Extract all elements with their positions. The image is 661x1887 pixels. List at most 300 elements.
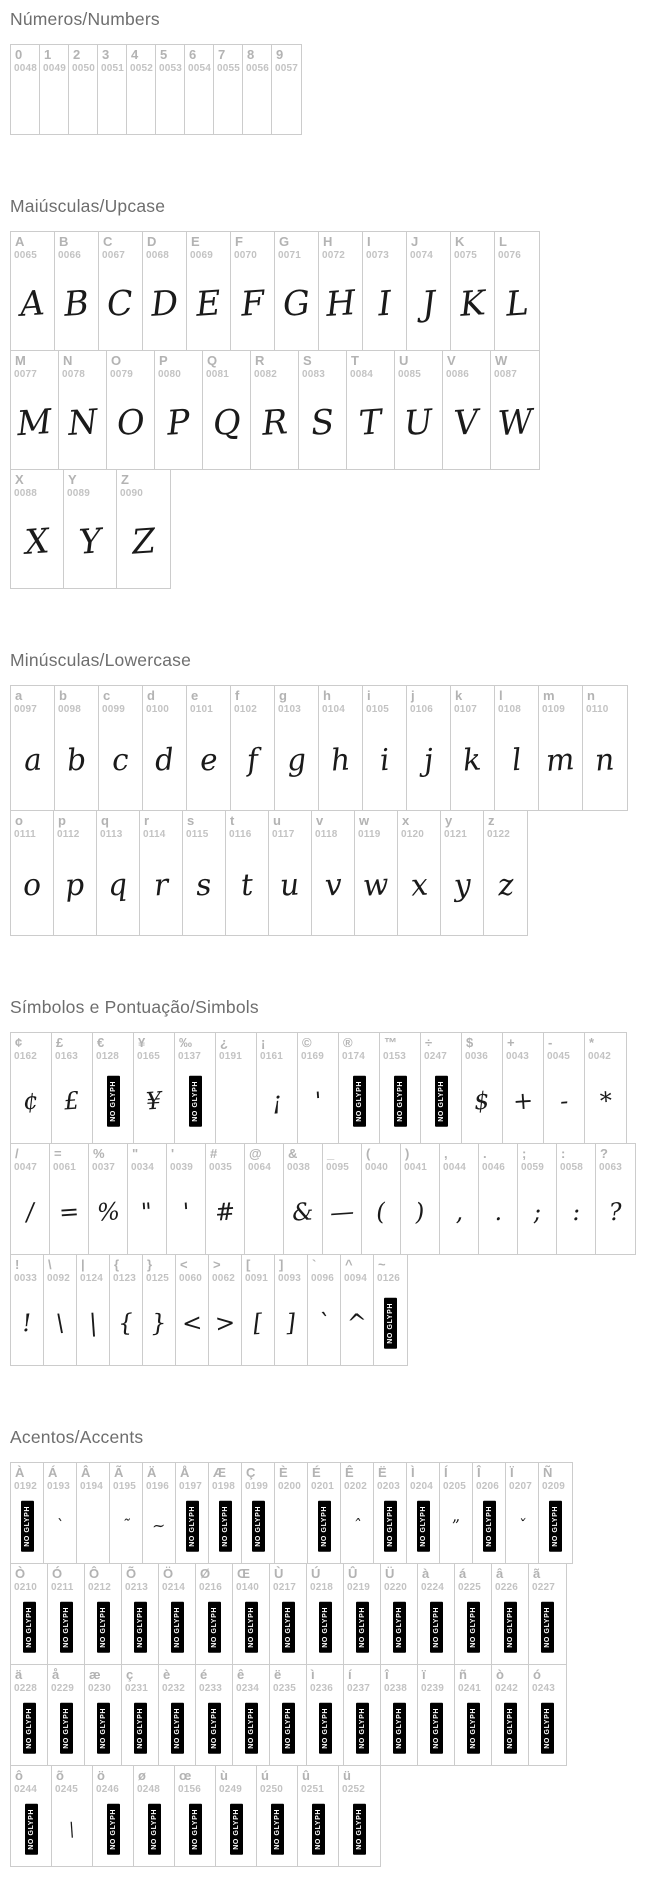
- char-code: 0251: [301, 1784, 325, 1795]
- no-glyph-badge: NO GLYPH: [282, 1602, 295, 1653]
- glyph-preview-box: [440, 1174, 478, 1250]
- char-label: a: [15, 688, 23, 703]
- glyph-cell-0216: [196, 1564, 233, 1664]
- char-label: o: [15, 813, 23, 828]
- glyph-preview-box: [44, 1493, 76, 1559]
- char-label: 9: [276, 47, 284, 62]
- char-code: 0227: [532, 1582, 556, 1593]
- glyph-preview: L: [504, 283, 530, 325]
- glyph-preview-box: [374, 1493, 406, 1559]
- char-code: 0225: [458, 1582, 482, 1593]
- glyph-cell-0197: [176, 1463, 209, 1563]
- char-code: 0044: [443, 1162, 467, 1173]
- no-glyph-badge: NO GLYPH: [504, 1703, 517, 1754]
- glyph-cell-0203: [374, 1463, 407, 1563]
- glyph-preview: ¢: [22, 1086, 40, 1116]
- glyph-preview-box: [209, 1493, 241, 1559]
- glyph-preview-box: [156, 75, 184, 130]
- char-code: 0199: [245, 1481, 269, 1492]
- glyph-preview: R: [260, 402, 289, 444]
- glyph-preview: X: [23, 521, 51, 563]
- no-glyph-badge: NO GLYPH: [60, 1602, 73, 1653]
- glyph-preview-box: [344, 1594, 380, 1660]
- char-code: 0174: [342, 1051, 366, 1062]
- glyph-preview: u: [279, 867, 301, 904]
- glyph-preview-box: [479, 1174, 517, 1250]
- glyph-preview-box: [529, 1594, 566, 1660]
- char-label: F: [235, 234, 243, 249]
- glyph-preview-box: [231, 262, 274, 346]
- glyph-preview-box: [206, 1174, 244, 1250]
- char-label: Ô: [89, 1566, 100, 1581]
- glyph-cell-0046: [479, 1144, 518, 1254]
- glyph-cell-0098: [55, 686, 99, 810]
- glyph-preview-box: [518, 1174, 556, 1250]
- char-label: ö: [97, 1768, 105, 1783]
- glyph-preview-box: [40, 75, 68, 130]
- char-code: 0207: [509, 1481, 533, 1492]
- glyph-cell-0211: [48, 1564, 85, 1664]
- char-code: 0064: [248, 1162, 272, 1173]
- glyph-cell-0076: [495, 232, 539, 350]
- char-code: 0070: [234, 250, 258, 261]
- char-label: g: [279, 688, 287, 703]
- no-glyph-badge: NO GLYPH: [417, 1501, 430, 1552]
- glyph-cell-0104: [319, 686, 363, 810]
- char-label: [: [246, 1257, 251, 1272]
- glyph-cell-0063: [596, 1144, 635, 1254]
- glyph-cell-0237: [344, 1665, 381, 1765]
- char-label: ¿: [220, 1035, 228, 1050]
- glyph-row: [10, 1032, 627, 1144]
- glyph-preview: w: [361, 867, 390, 904]
- char-label: æ: [89, 1667, 101, 1682]
- char-code: 0126: [377, 1273, 401, 1284]
- char-label: {: [114, 1257, 120, 1272]
- glyph-preview-box: [242, 1285, 274, 1361]
- glyph-cell-0226: [492, 1564, 529, 1664]
- glyph-cell-0088: [11, 470, 64, 588]
- glyph-preview-box: [539, 1493, 572, 1559]
- glyph-preview-box: [418, 1594, 454, 1660]
- char-label: ø: [138, 1768, 146, 1783]
- glyph-preview-box: [380, 1063, 420, 1139]
- glyph-preview-box: [185, 75, 213, 130]
- char-code: 0087: [494, 369, 518, 380]
- char-code: 0119: [358, 829, 381, 840]
- glyph-preview-box: [492, 1594, 528, 1660]
- glyph-cell-0100: [143, 686, 187, 810]
- no-glyph-badge: NO GLYPH: [483, 1501, 496, 1552]
- char-code: 0079: [110, 369, 134, 380]
- char-code: 0140: [236, 1582, 260, 1593]
- glyph-preview: !: [21, 1308, 33, 1338]
- char-label: ‰: [179, 1035, 192, 1050]
- char-code: 0055: [217, 63, 241, 74]
- char-label: #: [210, 1146, 218, 1161]
- glyph-preview-box: [473, 1493, 505, 1559]
- glyph-cell-0165: [134, 1033, 175, 1143]
- char-code: 0076: [498, 250, 522, 261]
- glyph-preview-box: [176, 1285, 208, 1361]
- char-code: 0091: [245, 1273, 269, 1284]
- glyph-preview-box: [48, 1594, 84, 1660]
- char-code: 0056: [246, 63, 270, 74]
- glyph-preview-box: [216, 1796, 256, 1862]
- glyph-preview-box: [557, 1174, 595, 1250]
- char-code: 0102: [234, 704, 258, 715]
- glyph-preview-box: [284, 1174, 322, 1250]
- char-label: ^: [345, 1257, 353, 1272]
- char-code: 0059: [521, 1162, 545, 1173]
- no-glyph-badge: NO GLYPH: [549, 1501, 562, 1552]
- glyph-preview-box: [99, 262, 142, 346]
- char-label: n: [587, 688, 595, 703]
- glyph-preview: N: [66, 402, 99, 444]
- glyph-preview: T: [357, 402, 384, 444]
- glyph-cell-0087: [491, 351, 539, 469]
- char-code: 0108: [498, 704, 522, 715]
- glyph-preview-box: [89, 1174, 127, 1250]
- char-code: 0218: [310, 1582, 334, 1593]
- glyph-preview: t: [239, 867, 255, 904]
- glyph-preview-box: [506, 1493, 538, 1559]
- glyph-preview-box: [77, 1285, 109, 1361]
- glyph-preview-box: [245, 1174, 283, 1250]
- glyph-preview-box: [539, 716, 582, 806]
- char-code: 0040: [365, 1162, 389, 1173]
- no-glyph-badge: NO GLYPH: [394, 1076, 407, 1127]
- glyph-preview-box: [307, 1594, 343, 1660]
- glyph-preview-box: [122, 1594, 158, 1660]
- no-glyph-badge: NO GLYPH: [189, 1076, 202, 1127]
- glyph-preview-box: [93, 1796, 133, 1862]
- char-code: 0122: [487, 829, 511, 840]
- char-code: 0153: [383, 1051, 407, 1062]
- glyph-row: [10, 44, 302, 135]
- glyph-preview: y: [452, 867, 472, 904]
- no-glyph-badge: NO GLYPH: [430, 1703, 443, 1754]
- no-glyph-badge: NO GLYPH: [171, 1602, 184, 1653]
- glyph-preview-box: [140, 841, 182, 931]
- char-code: 0107: [454, 704, 478, 715]
- char-label: O: [111, 353, 122, 368]
- glyph-cell-0200: [275, 1463, 308, 1563]
- glyph-preview-box: [11, 262, 54, 346]
- glyph-cell-0072: [319, 232, 363, 350]
- char-label: r: [144, 813, 150, 828]
- glyph-cell-0246: [93, 1766, 134, 1866]
- glyph-cell-0080: [155, 351, 203, 469]
- glyph-cell-0106: [407, 686, 451, 810]
- glyph-preview: P: [165, 402, 192, 444]
- char-code: 0224: [421, 1582, 445, 1593]
- glyph-preview: S: [309, 402, 336, 444]
- glyph-preview-box: [167, 1174, 205, 1250]
- section-title-uppercase: Maiúsculas/Upcase: [10, 196, 166, 216]
- glyph-preview: ): [414, 1197, 426, 1227]
- glyph-cell-0220: [381, 1564, 418, 1664]
- glyph-cell-0199: [242, 1463, 275, 1563]
- char-label: ¢: [15, 1035, 23, 1050]
- char-code: 0247: [424, 1051, 448, 1062]
- char-code: 0124: [80, 1273, 104, 1284]
- char-label: R: [255, 353, 265, 368]
- glyph-cell-0066: [55, 232, 99, 350]
- char-code: 0200: [278, 1481, 302, 1492]
- char-label: £: [56, 1035, 64, 1050]
- glyph-preview-box: [308, 1285, 340, 1361]
- glyph-preview-box: [257, 1063, 297, 1139]
- glyph-cell-0214: [159, 1564, 196, 1664]
- glyph-preview-box: [143, 716, 186, 806]
- char-code: 0246: [96, 1784, 120, 1795]
- no-glyph-badge: NO GLYPH: [318, 1501, 331, 1552]
- char-code: 0211: [51, 1582, 74, 1593]
- glyph-cell-0124: [77, 1255, 110, 1365]
- glyph-cell-0102: [231, 686, 275, 810]
- glyph-preview: \: [54, 1308, 66, 1338]
- section-accents: [10, 1426, 661, 1867]
- char-label: 6: [189, 47, 197, 62]
- no-glyph-badge: NO GLYPH: [541, 1703, 554, 1754]
- glyph-cell-0123: [110, 1255, 143, 1365]
- char-label: j: [411, 688, 415, 703]
- char-label: è: [163, 1667, 171, 1682]
- glyph-preview: }: [150, 1308, 168, 1338]
- glyph-preview-box: [495, 262, 539, 346]
- char-label: L: [499, 234, 507, 249]
- no-glyph-badge: NO GLYPH: [208, 1602, 221, 1653]
- glyph-preview-box: [270, 1695, 306, 1761]
- glyph-preview-box: [451, 716, 494, 806]
- char-label: Ù: [274, 1566, 284, 1581]
- char-label: Ú: [311, 1566, 321, 1581]
- glyph-cell-0115: [183, 811, 226, 935]
- char-code: 0057: [275, 63, 299, 74]
- glyph-cell-0249: [216, 1766, 257, 1866]
- char-code: 0082: [254, 369, 278, 380]
- glyph-preview: B: [62, 283, 91, 325]
- glyph-preview-box: [455, 1695, 491, 1761]
- glyph-cell-0103: [275, 686, 319, 810]
- glyph-cell-0033: [11, 1255, 44, 1365]
- glyph-cell-0192: [11, 1463, 44, 1563]
- glyph-preview: i: [378, 742, 391, 779]
- glyph-preview-box: [401, 1174, 439, 1250]
- glyph-preview: $: [473, 1086, 491, 1116]
- glyph-preview-box: [484, 841, 527, 931]
- char-label: ô: [15, 1768, 23, 1783]
- char-code: 0074: [410, 250, 434, 261]
- no-glyph-badge: NO GLYPH: [208, 1703, 221, 1754]
- glyph-cell-0137: [175, 1033, 216, 1143]
- glyph-row: [10, 231, 540, 351]
- char-code: 0137: [178, 1051, 202, 1062]
- no-glyph-badge: NO GLYPH: [319, 1703, 332, 1754]
- glyph-preview: c: [110, 742, 131, 779]
- char-label: f: [235, 688, 240, 703]
- glyph-preview: o: [21, 867, 43, 904]
- char-label: À: [15, 1465, 25, 1480]
- glyph-cell-0077: [11, 351, 59, 469]
- char-code: 0098: [58, 704, 82, 715]
- glyph-preview-box: [363, 716, 406, 806]
- char-code: 0095: [326, 1162, 350, 1173]
- glyph-preview-box: [275, 716, 318, 806]
- glyph-preview-box: [11, 75, 39, 130]
- glyph-preview: -: [558, 1086, 570, 1116]
- glyph-preview: H: [324, 283, 357, 325]
- glyph-preview-box: [407, 1493, 439, 1559]
- char-label: Ñ: [543, 1465, 553, 1480]
- glyph-preview: J: [420, 283, 437, 325]
- glyph-cell-0236: [307, 1665, 344, 1765]
- char-label: ë: [274, 1667, 282, 1682]
- char-code: 0052: [130, 63, 154, 74]
- glyph-preview-box: [77, 1493, 109, 1559]
- char-code: 0065: [14, 250, 38, 261]
- glyph-cell-0210: [11, 1564, 48, 1664]
- char-code: 0161: [260, 1051, 284, 1062]
- glyph-cell-0224: [418, 1564, 455, 1664]
- char-code: 0037: [92, 1162, 116, 1173]
- glyph-preview-box: [143, 1285, 175, 1361]
- glyph-cell-0116: [226, 811, 269, 935]
- no-glyph-badge: NO GLYPH: [97, 1602, 110, 1653]
- glyph-cell-0051: [98, 45, 127, 134]
- glyph-preview-box: [97, 841, 139, 931]
- char-code: 0045: [547, 1051, 571, 1062]
- glyph-preview-box: [50, 1174, 88, 1250]
- char-label: Ø: [200, 1566, 211, 1581]
- glyph-cell-0096: [308, 1255, 341, 1365]
- char-code: 0036: [465, 1051, 489, 1062]
- char-label: !: [15, 1257, 20, 1272]
- char-label: â: [496, 1566, 504, 1581]
- char-code: 0084: [350, 369, 374, 380]
- char-code: 0080: [158, 369, 182, 380]
- glyph-preview-box: [214, 75, 242, 130]
- glyph-preview-box: [443, 381, 490, 465]
- glyph-cell-0069: [187, 232, 231, 350]
- glyph-cell-0034: [128, 1144, 167, 1254]
- char-code: 0054: [188, 63, 212, 74]
- glyph-preview-box: [492, 1695, 528, 1761]
- char-code: 0163: [55, 1051, 79, 1062]
- glyph-preview: O: [115, 402, 146, 444]
- glyph-row: [10, 1664, 567, 1766]
- char-label: Á: [48, 1465, 58, 1480]
- no-glyph-badge: NO GLYPH: [384, 1501, 397, 1552]
- char-label: ì: [311, 1667, 315, 1682]
- glyph-preview-box: [355, 841, 397, 931]
- glyph-preview: l: [510, 742, 523, 779]
- glyph-cell-0047: [11, 1144, 50, 1254]
- glyph-preview-box: [341, 1493, 373, 1559]
- glyph-preview-box: [242, 1493, 274, 1559]
- glyph-preview-box: [11, 1285, 43, 1361]
- char-label: 1: [44, 47, 52, 62]
- char-code: 0109: [542, 704, 566, 715]
- glyph-row: [10, 1254, 408, 1366]
- glyph-preview-box: [347, 381, 394, 465]
- char-code: 0051: [101, 63, 125, 74]
- char-code: 0103: [278, 704, 302, 715]
- glyph-preview-box: [48, 1695, 84, 1761]
- glyph-preview-box: [339, 1063, 379, 1139]
- char-label: N: [63, 353, 73, 368]
- glyph-cell-0068: [143, 232, 187, 350]
- glyph-cell-0037: [89, 1144, 128, 1254]
- char-code: 0049: [43, 63, 67, 74]
- char-code: 0165: [137, 1051, 161, 1062]
- glyph-preview-box: [233, 1695, 269, 1761]
- glyph-preview: ": [140, 1197, 154, 1227]
- glyph-preview-box: [231, 716, 274, 806]
- char-code: 0033: [14, 1273, 38, 1284]
- glyph-preview-box: [110, 1285, 142, 1361]
- char-label: x: [402, 813, 410, 828]
- char-label: Û: [348, 1566, 358, 1581]
- char-label: å: [52, 1667, 60, 1682]
- glyph-preview-box: [11, 1174, 49, 1250]
- char-code: 0219: [347, 1582, 371, 1593]
- char-label: ú: [261, 1768, 269, 1783]
- glyph-preview-box: [307, 1695, 343, 1761]
- glyph-cell-0174: [339, 1033, 380, 1143]
- glyph-preview: z: [496, 867, 515, 904]
- char-label: p: [58, 813, 66, 828]
- glyph-preview-box: [362, 1174, 400, 1250]
- glyph-cell-0198: [209, 1463, 242, 1563]
- char-label: œ: [179, 1768, 192, 1783]
- glyph-preview: F: [239, 283, 266, 325]
- glyph-cell-0067: [99, 232, 143, 350]
- char-label: |: [81, 1257, 85, 1272]
- char-code: 0156: [178, 1784, 202, 1795]
- char-label: 5: [160, 47, 168, 62]
- char-label: ã: [533, 1566, 541, 1581]
- glyph-preview-box: [421, 1063, 461, 1139]
- char-code: 0242: [495, 1683, 519, 1694]
- no-glyph-badge: NO GLYPH: [97, 1703, 110, 1754]
- char-code: 0162: [14, 1051, 38, 1062]
- no-glyph-badge: NO GLYPH: [504, 1602, 517, 1653]
- char-label: C: [103, 234, 113, 249]
- glyph-preview-box: [107, 381, 154, 465]
- glyph-cell-0217: [270, 1564, 307, 1664]
- glyph-preview: b: [65, 742, 88, 779]
- glyph-cell-0114: [140, 811, 183, 935]
- char-code: 0035: [209, 1162, 233, 1173]
- char-code: 0252: [342, 1784, 366, 1795]
- glyph-cell-0044: [440, 1144, 479, 1254]
- glyph-cell-0205: [440, 1463, 473, 1563]
- char-code: 0090: [120, 488, 144, 499]
- glyph-preview-box: [529, 1695, 566, 1761]
- no-glyph-badge: NO GLYPH: [430, 1602, 443, 1653]
- glyph-preview: ~: [151, 1515, 167, 1536]
- glyph-preview-box: [374, 1285, 407, 1361]
- glyph-cell-0036: [462, 1033, 503, 1143]
- char-code: 0196: [146, 1481, 170, 1492]
- glyph-preview-box: [299, 381, 346, 465]
- glyph-preview: .: [493, 1197, 503, 1227]
- glyph-cell-0045: [544, 1033, 585, 1143]
- glyph-cell-0229: [48, 1665, 85, 1765]
- section-title-numbers: Números/Numbers: [10, 9, 160, 29]
